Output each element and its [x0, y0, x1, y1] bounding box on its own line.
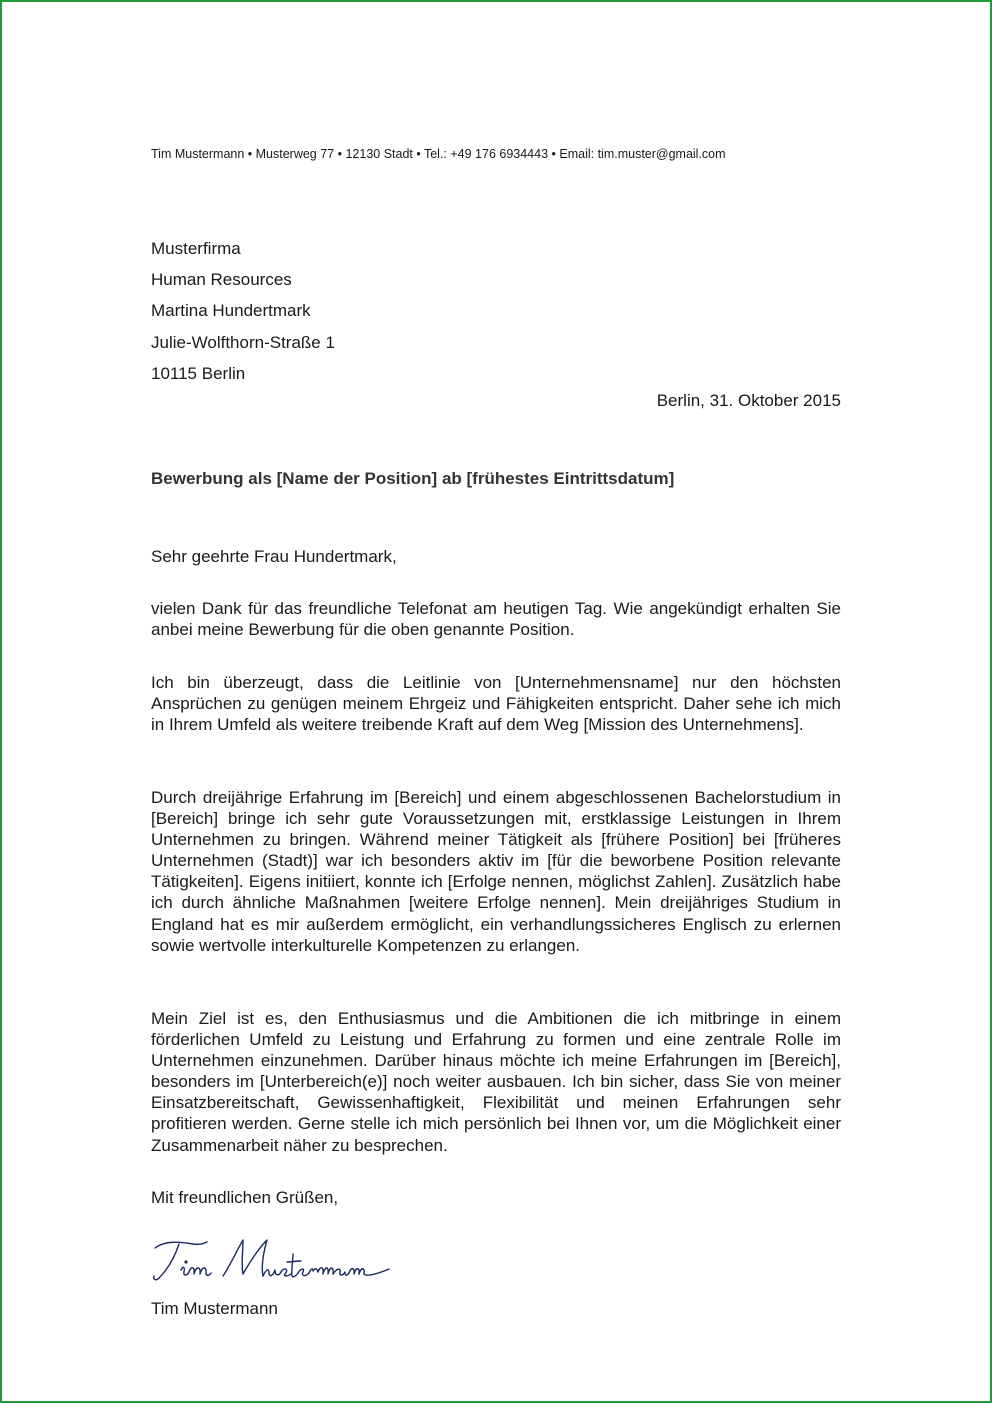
body-paragraph-1: vielen Dank für das freundliche Telefonat am heutigen Tag. Wie angekündigt erhalten Sie anbei meine Bewerbung für die oben genannte Position.: [151, 599, 841, 640]
letter-subject: Bewerbung als [Name der Position] ab [frühestes Eintrittsdatum]: [151, 469, 675, 488]
signer-name: Tim Mustermann: [151, 1299, 278, 1318]
recipient-street: Julie-Wolfthorn-Straße 1: [151, 332, 335, 352]
recipient-person: Martina Hundertmark: [151, 301, 311, 321]
sender-line: Tim Mustermann • Musterweg 77 • 12130 Stadt • Tel.: +49 176 6934443 • Email: tim.muster@gmail.com: [151, 147, 726, 161]
salutation: Sehr geehrte Frau Hundertmark,: [151, 547, 397, 566]
recipient-department: Human Resources: [151, 270, 292, 290]
closing: Mit freundlichen Grüßen,: [151, 1188, 339, 1207]
recipient-company: Musterfirma: [151, 239, 241, 258]
handwritten-signature: [151, 1236, 411, 1286]
body-paragraph-3: Durch dreijährige Erfahrung im [Bereich] und einem abgeschlossenen Bachelorstudium in [Bereich] bringe ich sehr gute Voraussetzungen mit, erstklassige Leistungen in Ihrem Unternehmen zu bringen. Während meiner Tätigkeit als [frühere Position] bei [früheres Unternehmen (Stadt)] war ich besonders aktiv im [für die beworbene Position relevante Tätigkeiten]. Eigens initiiert, konnte ich [Erfolge nennen, möglichst Zahlen]. Zusätzlich habe ich durch ähnliche Maßnahmen [weitere Erfolge nennen]. Mein dreijähriges Studium in England hat es mir außerdem ermöglicht, ein verhandlungssicheres Englisch zu erlernen sowie wertvolle interkulturelle Kompetenzen zu erlangen.: [151, 788, 841, 955]
letter-date: Berlin, 31. Oktober 2015: [656, 391, 841, 410]
recipient-city: 10115 Berlin: [151, 363, 246, 383]
recipient-address: [151, 233, 335, 389]
body-paragraph-4: Mein Ziel ist es, den Enthusiasmus und die Ambitionen die ich mitbringe in einem förderlichen Umfeld zu Leistung und Erfahrung zu formen und eine zentrale Rolle im Unternehmen einzunehmen. Darüber hinaus möchte ich meine Erfahrungen im [Bereich], besonders im [Unterbereich(e)] noch weiter ausbauen. Ich bin sicher, dass Sie von meiner Einsatzbereitschaft, Gewissenhaftigkeit, Flexibilität und meinen Erfahrungen sehr profitieren werden. Gerne stelle ich mich persönlich bei Ihnen vor, um die Möglichkeit einer Zusammenarbeit näher zu besprechen.: [151, 1009, 841, 1155]
body-paragraph-2: Ich bin überzeugt, dass die Leitlinie von [Unternehmensname] nur den höchsten Ansprüchen zu genügen meinem Ehrgeiz und Fähigkeiten entspricht. Daher sehe ich mich in Ihrem Umfeld als weitere treibende Kraft auf dem Weg [Mission des Unternehmens].: [151, 673, 841, 735]
